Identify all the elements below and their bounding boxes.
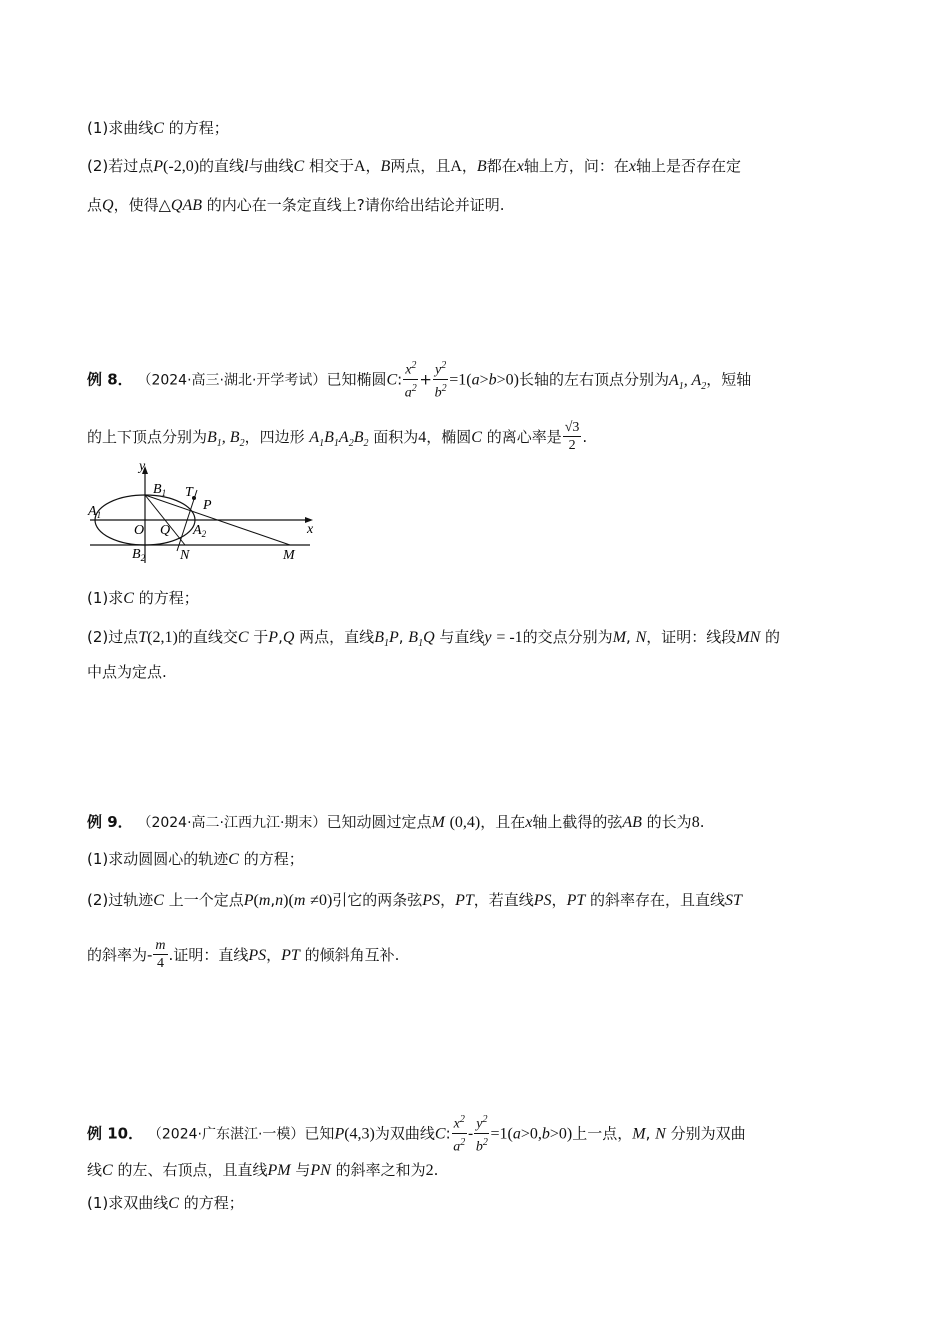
ex9-q1: (1)求动圆圆心的轨迹C 的方程； xyxy=(87,850,304,868)
label-b2: $B_2$ xyxy=(132,547,146,563)
ex9-q2-line2: 的斜率为- $\frac{m}{4}$ .证明：直线PS，PT 的倾斜角互补. xyxy=(87,938,400,971)
label-p: P xyxy=(203,498,212,513)
ex9-q2-line1: (2)过轨迹C 上一个定点P(m,n)(m ≠0)引它的两条弦PS，PT，若直线PS，PT 的斜率存在，且直线ST xyxy=(87,891,742,909)
ex9-line1: 例 9． （2024·高二·江西九江·期末）已知动圆过定点M (0,4)，且在x轴上截得的弦AB 的长为8. xyxy=(87,813,705,831)
ex8-source: （2024·高三·湖北·开学考试） xyxy=(137,372,327,389)
ex8-q1: (1)求C 的方程； xyxy=(87,589,199,607)
ellipse-figure xyxy=(85,458,325,568)
ex8-line2: 的上下顶点分别为$B_1$, $B_2$，四边形 $A_1B_1A_2B_2$ 面积为4，椭圆C 的离心率是 $\frac{√3}{2}$ . xyxy=(87,420,588,453)
label-q: Q xyxy=(160,523,171,538)
ex10-source: （2024·广东湛江·一模） xyxy=(147,1126,305,1143)
prev-q1: (1)求曲线C 的方程； xyxy=(87,119,229,137)
ex10-line1: 例 10． （2024·广东湛江·一模）已知P(4,3)为双曲线C: $\frac{x^2}{a^2}$ - $\frac{y^2}{b^2}$ =1(a>0,b>0)上一点，M, N 分别为双曲 xyxy=(87,1114,746,1155)
label-y: y xyxy=(139,459,146,474)
label-o: O xyxy=(134,523,145,538)
ex8-q2-line2: 中点为定点. xyxy=(87,663,167,681)
ex10-line2: 线C 的左、右顶点，且直线PM 与PN 的斜率之和为2. xyxy=(87,1161,439,1179)
prev-q2-line1: (2)若过点P(-2,0)的直线l与曲线C 相交于A，B两点，且A，B都在x轴上方，问：在x轴上是否存在定 xyxy=(87,157,741,175)
ex8-q2-line1: (2)过点T(2,1)的直线交C 于P,Q 两点，直线$B_1P$, $B_1Q$ 与直线y = -1的交点分别为M, N，证明：线段MN 的 xyxy=(87,628,781,650)
prev-q2-line2: 点Q，使得△QAB 的内心在一条定直线上?请你给出结论并证明. xyxy=(87,196,505,214)
ex9-label: 例 9． xyxy=(87,813,133,831)
ex8-line1: 例 8． （2024·高三·湖北·开学考试）已知椭圆C: $\frac{x^2}{a^2}$ + $\frac{y^2}{b^2}$ =1(a>b>0)长轴的左右顶点分别为$A_1$, $A_2$，短轴 xyxy=(87,360,752,401)
label-n: N xyxy=(180,548,190,563)
label-a1: $A_1$ xyxy=(88,504,102,520)
ex9-source: （2024·高二·江西九江·期末） xyxy=(137,815,327,831)
ex8-label: 例 8． xyxy=(87,370,133,389)
label-b1: $B_1$ xyxy=(153,482,167,498)
ex10-q1: (1)求双曲线C 的方程； xyxy=(87,1194,244,1212)
label-x: x xyxy=(307,522,314,537)
label-m: M xyxy=(283,548,295,563)
label-a2: $A_2$ xyxy=(193,523,207,539)
ex10-label: 例 10． xyxy=(87,1124,144,1143)
label-t: T xyxy=(185,485,193,500)
